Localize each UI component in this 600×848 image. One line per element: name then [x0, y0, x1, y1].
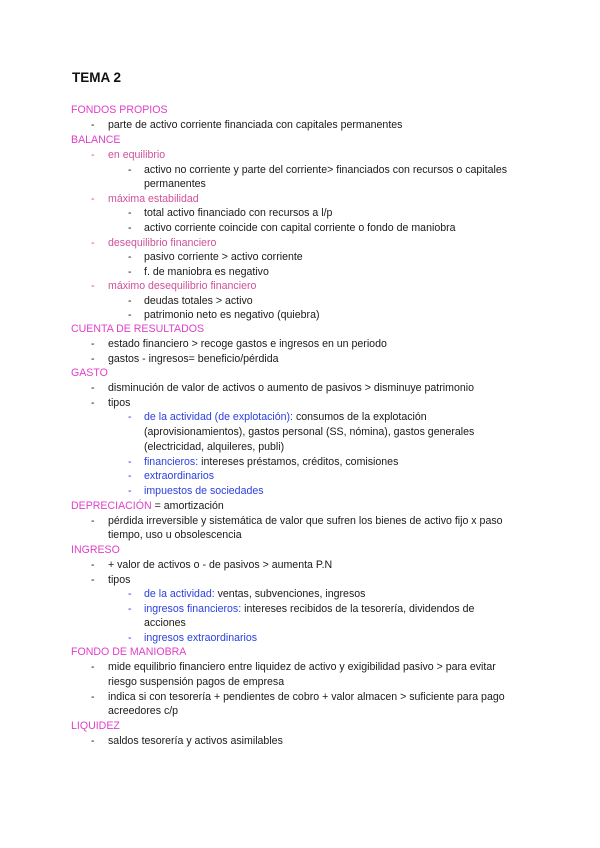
bullet-dash: -: [128, 588, 132, 600]
list-item-continuation: permanentes: [144, 178, 206, 190]
list-item: ingresos extraordinarios: [144, 632, 258, 644]
text-actividad: ventas, subvenciones, ingresos: [214, 588, 366, 600]
list-item: + valor de activos o - de pasivos > aumenta P.N: [108, 559, 333, 571]
bullet-dash: -: [91, 735, 95, 747]
list-item: disminución de valor de activos o aumento de pasivos > disminuye patrimonio: [108, 382, 474, 394]
heading-cuenta-resultados: CUENTA DE RESULTADOS: [71, 323, 205, 335]
heading-fondos-propios: FONDOS PROPIOS: [71, 104, 168, 116]
subheading-desequilibrio: desequilibrio financiero: [108, 237, 217, 249]
bullet-dash: -: [128, 295, 132, 307]
list-item: [144, 455, 398, 470]
list-item-continuation: acciones: [144, 617, 186, 629]
list-item-tipos: tipos: [108, 574, 131, 586]
bullet-dash: -: [91, 338, 95, 350]
bullet-dash: -: [91, 559, 95, 571]
list-item: activo no corriente y parte del corriente> financiados con recursos o capitales: [144, 164, 508, 176]
list-item-continuation: (electricidad, alquileres, publi): [144, 441, 285, 453]
bullet-dash: -: [91, 119, 95, 131]
text-ingresos-financieros: intereses recibidos de la tesorería, dividendos de: [241, 603, 475, 615]
list-item: parte de activo corriente financiada con capitales permanentes: [108, 119, 403, 131]
text-financieros: intereses préstamos, créditos, comisiones: [198, 456, 399, 468]
bullet-dash: -: [128, 164, 132, 176]
list-item-continuation: riesgo suspensión pagos de empresa: [108, 676, 285, 688]
label-actividad: de la actividad (de explotación):: [144, 411, 293, 423]
heading-ingreso: INGRESO: [71, 544, 120, 556]
bullet-dash: -: [128, 309, 132, 321]
list-item: indica si con tesorería + pendientes de cobro + valor almacen > suficiente para pago: [108, 691, 505, 703]
bullet-dash: -: [91, 149, 95, 161]
bullet-dash: -: [128, 470, 132, 482]
bullet-dash: -: [91, 382, 95, 394]
list-item-continuation: (aprovisionamientos), gastos personal (SS, nómina), gastos generales: [144, 426, 475, 438]
bullet-dash: -: [128, 251, 132, 263]
list-item: saldos tesorería y activos asimilables: [108, 735, 283, 747]
heading-liquidez: LIQUIDEZ: [71, 720, 120, 732]
bullet-dash: -: [91, 397, 95, 409]
list-item: total activo financiado con recursos a l/p: [144, 207, 333, 219]
list-item: [144, 410, 427, 425]
bullet-dash: -: [128, 207, 132, 219]
bullet-dash: -: [128, 456, 132, 468]
bullet-dash: -: [91, 193, 95, 205]
heading-gasto: GASTO: [71, 367, 108, 379]
list-item: activo corriente coincide con capital corriente o fondo de maniobra: [144, 222, 456, 234]
list-item: [144, 602, 474, 617]
bullet-dash: -: [128, 222, 132, 234]
bullet-dash: -: [128, 603, 132, 615]
label-financieros: financieros:: [144, 456, 199, 468]
bullet-dash: -: [91, 515, 95, 527]
list-item: f. de maniobra es negativo: [144, 266, 269, 278]
list-item: patrimonio neto es negativo (quiebra): [144, 309, 320, 321]
bullet-dash: -: [91, 353, 95, 365]
list-item: extraordinarios: [144, 470, 215, 482]
list-item: pérdida irreversible y sistemática de valor que sufren los bienes de activo fijo x paso: [108, 515, 503, 527]
bullet-dash: -: [128, 485, 132, 497]
subheading-maximo-desequilibrio: máximo desequilibrio financiero: [108, 280, 257, 292]
list-item: pasivo corriente > activo corriente: [144, 251, 303, 263]
bullet-dash: -: [128, 632, 132, 644]
bullet-dash: -: [91, 237, 95, 249]
bullet-dash: -: [128, 266, 132, 278]
heading-depreciacion: DEPRECIACIÓN: [71, 500, 152, 512]
list-item: impuestos de sociedades: [144, 485, 264, 497]
heading-balance: BALANCE: [71, 134, 121, 146]
subheading-maxima-estabilidad: máxima estabilidad: [108, 193, 199, 205]
bullet-dash: -: [128, 411, 132, 423]
bullet-dash: -: [91, 574, 95, 586]
subheading-en-equilibrio: en equilibrio: [108, 149, 166, 161]
depreciacion-suffix: = amortización: [151, 500, 224, 512]
list-item-continuation: acreedores c/p: [108, 705, 179, 717]
list-item: deudas totales > activo: [144, 295, 253, 307]
text-actividad: consumos de la explotación: [293, 411, 427, 423]
bullet-dash: -: [91, 661, 95, 673]
heading-depreciacion-line: [71, 499, 224, 514]
page-title: TEMA 2: [72, 70, 122, 85]
label-actividad: de la actividad:: [144, 588, 215, 600]
list-item: gastos - ingresos= beneficio/pérdida: [108, 353, 279, 365]
bullet-dash: -: [91, 280, 95, 292]
list-item: mide equilibrio financiero entre liquidez de activo y exigibilidad pasivo > para evitar: [108, 661, 496, 673]
list-item-tipos: tipos: [108, 397, 131, 409]
heading-fondo-maniobra: FONDO DE MANIOBRA: [71, 646, 187, 658]
list-item: estado financiero > recoge gastos e ingresos en un periodo: [108, 338, 387, 350]
list-item: [144, 587, 365, 602]
label-ingresos-financieros: ingresos financieros:: [144, 603, 242, 615]
bullet-dash: -: [91, 691, 95, 703]
list-item-continuation: tiempo, uso u obsolescencia: [108, 529, 242, 541]
